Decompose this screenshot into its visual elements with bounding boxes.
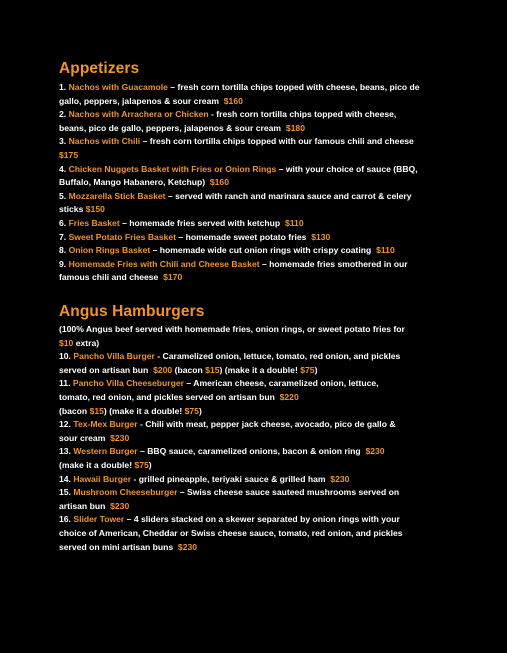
item-name: Pancho Villa Cheeseburger bbox=[72, 378, 184, 389]
menu-item: 7. Sweet Potato Fries Basket – homemade sweet potato fries $130 bbox=[59, 231, 331, 242]
menu-item: 5. Mozzarella Stick Basket – served with ranch and marinara sauce and carrot & celery bbox=[59, 190, 412, 201]
menu-item: 1. Nachos with Guacamole – fresh corn tortilla chips topped with cheese, beans, pico de bbox=[59, 82, 420, 92]
item-name: Mushroom Cheeseburger bbox=[73, 487, 178, 498]
item-name: Western Burger bbox=[73, 446, 138, 457]
item-name: Onion Rings Basket bbox=[68, 245, 151, 256]
item-price: $180 bbox=[285, 122, 305, 133]
menu-item: 4. Chicken Nuggets Basket with Fries or Onion Rings – with your choice of sauce (BBQ, bbox=[59, 163, 418, 174]
menu-item: 14. Hawaii Burger - grilled pineapple, teriyaki sauce & grilled ham $230 bbox=[59, 473, 350, 484]
item-name: Nachos with Guacamole bbox=[68, 82, 168, 92]
item-price: $130 bbox=[311, 231, 331, 242]
item-price: $230 bbox=[110, 500, 130, 511]
menu-item: 15. Mushroom Cheeseburger – Swiss cheese sauce sauteed mushrooms served on bbox=[59, 487, 400, 498]
appetizers-list: 1. Nachos with Guacamole – fresh corn tortilla chips topped with cheese, beans, pico de gallo, peppers, jalapenos & sour cream $160 2. Nachos with Arrachera or Chicken - fresh corn tortilla chips topped with cheese, beans, pico de gallo, peppers, jalapenos & sour cream $180 3. Nachos with Chili – fresh corn tortilla chips topped with our famous chili and cheese $175 4. Chicken Nuggets Basket with Fries or Onion Rings – with your choice of sauce (BBQ, Buffalo, Mango Habanero, Ketchup) $160 5. Mozzarella Stick Basket – served with ranch and marinara sauce and carrot & celery sticks $150 6. Fries Basket – homemade fries served with ketchup $110 7. Sweet Potato Fries Basket – homemade sweet potato fries $130 8. Onion Rings Basket – homemade wide cut onion rings with crispy coating $110 9. Homemade Fries with Chili and Cheese Basket – homemade fries smothered in our famous chili and cheese $170 bbox=[59, 81, 449, 285]
item-price: $160 bbox=[209, 177, 229, 188]
item-price: $230 bbox=[177, 541, 198, 552]
item-name: Nachos with Chili bbox=[68, 136, 141, 147]
item-price: $110 bbox=[376, 245, 395, 256]
item-name: Homemade Fries with Chili and Cheese Basket bbox=[68, 258, 260, 269]
menu-item: 9. Homemade Fries with Chili and Cheese Basket – homemade fries smothered in our bbox=[59, 258, 408, 269]
item-name: Mozzarella Stick Basket bbox=[68, 190, 166, 201]
item-price: $230 bbox=[365, 446, 385, 457]
menu-item: 16. Slider Tower – 4 sliders stacked on a skewer separated by onion rings with your bbox=[59, 514, 400, 525]
menu-item: 8. Onion Rings Basket – homemade wide cut onion rings with crispy coating $110 bbox=[59, 245, 395, 256]
item-price: $230 bbox=[110, 432, 130, 443]
hamburgers-heading: Angus Hamburgers bbox=[59, 303, 205, 320]
menu-item: 6. Fries Basket – homemade fries served with ketchup $110 bbox=[59, 217, 304, 228]
menu-item: 13. Western Burger – BBQ sauce, caramelized onions, bacon & onion ring $230 bbox=[59, 446, 385, 457]
menu-item: 3. Nachos with Chili – fresh corn tortilla chips topped with our famous chili and cheese bbox=[59, 136, 414, 147]
menu-item: 12. Tex-Mex Burger - Chili with meat, pepper jack cheese, avocado, pico de gallo & bbox=[59, 419, 396, 430]
menu-item: 10. Pancho Villa Burger - Caramelized onion, lettuce, tomato, red onion, and pickles bbox=[59, 351, 401, 362]
item-name: Hawaii Burger bbox=[73, 473, 132, 484]
item-price: $220 bbox=[279, 391, 299, 402]
item-name: Tex-Mex Burger bbox=[73, 419, 138, 430]
item-price: $160 bbox=[223, 95, 243, 106]
item-price: $175 bbox=[59, 149, 79, 160]
hamburgers-intro: (100% Angus beef served with homemade fries, onion rings, or sweet potato fries for bbox=[59, 324, 405, 334]
item-price: $110 bbox=[284, 217, 304, 228]
item-name: Fries Basket bbox=[68, 217, 120, 228]
item-price: $230 bbox=[330, 473, 350, 484]
intro-price: $10 bbox=[59, 337, 74, 348]
item-name: Chicken Nuggets Basket with Fries or Onion Rings bbox=[68, 163, 277, 174]
menu-item: 2. Nachos with Arrachera or Chicken - fresh corn tortilla chips topped with cheese, bbox=[59, 109, 397, 120]
appetizers-heading: Appetizers bbox=[59, 60, 140, 77]
item-price: $200 bbox=[153, 364, 173, 375]
item-name: Nachos with Arrachera or Chicken bbox=[68, 109, 209, 120]
hamburgers-list: (100% Angus beef served with homemade fries, onion rings, or sweet potato fries for $10 extra) 10. Pancho Villa Burger - Caramelized onion, lettuce, tomato, red onion, and pickles served on artisan bun $200 (bacon $15) (make it a double! $75) 11. Pancho Villa Cheeseburger – American cheese, caramelized onion, lettuce, tomato, red onion, and pickles served on artisan bun $220 (bacon $15) (make it a double! $75) 12. Tex-Mex Burger - Chili with meat, pepper jack cheese, avocado, pico de gallo & sour cream $230 13. Western Burger – BBQ sauce, caramelized onions, bacon & onion ring $230 (make it a double! $75) 14. Hawaii Burger - grilled pineapple, teriyaki sauce & grilled ham $230 15. Mushroom Cheeseburger – Swiss cheese sauce sauteed mushrooms served on artisan bun $230 16. Slider Tower – 4 sliders stacked on a skewer separated by onion rings with your choice of American, Cheddar or Swiss cheese sauce, tomato, red onion, and pickles served on mini artisan buns $230 bbox=[59, 323, 449, 554]
item-price: $150 bbox=[85, 204, 105, 215]
item-price: $170 bbox=[163, 272, 183, 283]
item-name: Pancho Villa Burger bbox=[73, 351, 155, 362]
item-name: Sweet Potato Fries Basket bbox=[68, 231, 177, 242]
item-name: Slider Tower bbox=[73, 514, 125, 525]
menu-item: 11. Pancho Villa Cheeseburger – American cheese, caramelized onion, lettuce, bbox=[59, 378, 379, 389]
